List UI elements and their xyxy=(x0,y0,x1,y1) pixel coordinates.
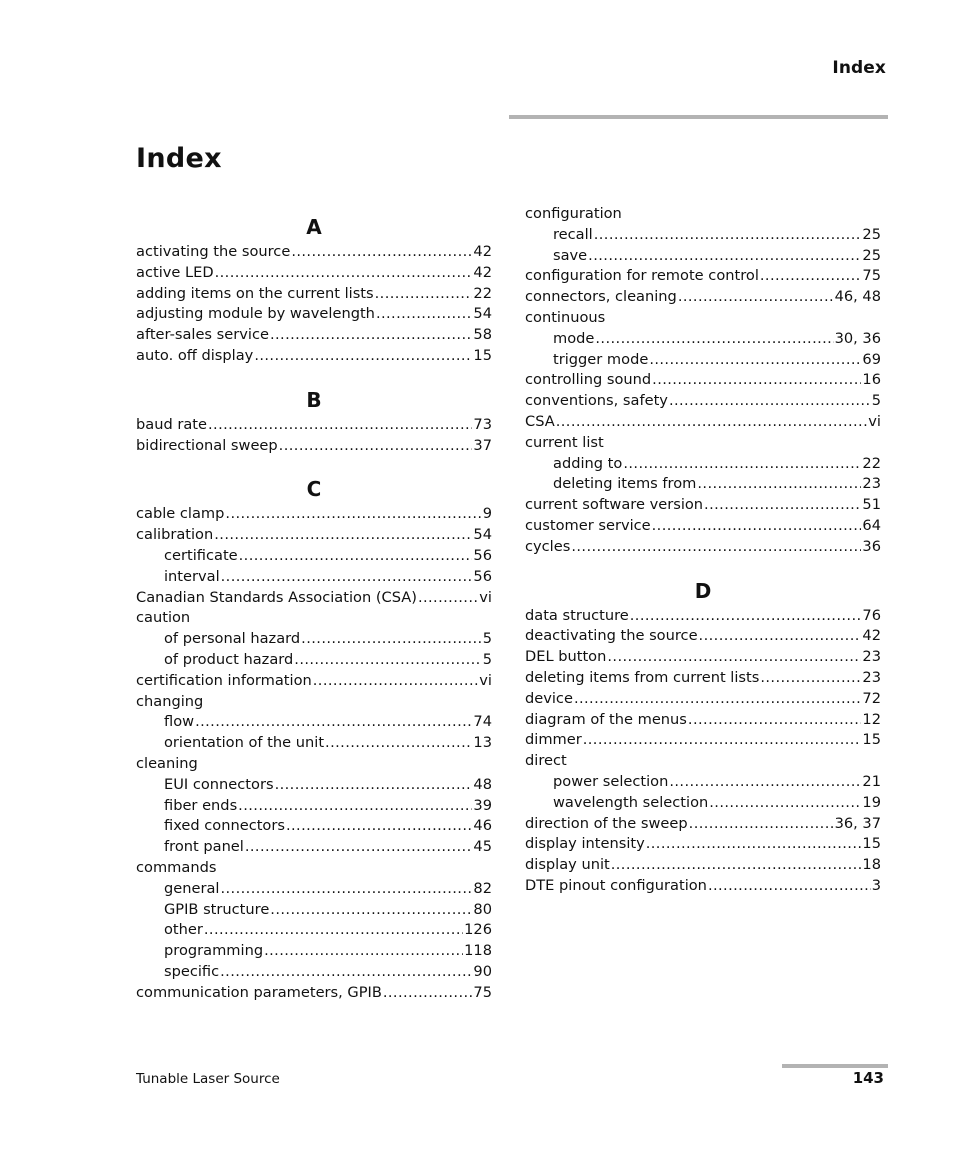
index-entry xyxy=(136,263,492,284)
index-entry xyxy=(136,671,492,692)
index-subentry xyxy=(136,920,492,941)
index-page-reference: 126 xyxy=(464,921,492,939)
index-term: direction of the sweep xyxy=(525,814,688,832)
index-entry xyxy=(525,287,881,308)
index-term: GPIB structure xyxy=(164,900,270,918)
index-subentry xyxy=(525,772,881,793)
index-subentry xyxy=(136,837,492,858)
index-entry xyxy=(525,516,881,537)
index-term: dimmer xyxy=(525,731,582,749)
index-term: wavelength selection xyxy=(553,793,709,811)
dot-leader xyxy=(574,689,861,710)
index-term: display unit xyxy=(525,856,610,874)
index-term: current list xyxy=(525,433,604,451)
index-entry xyxy=(136,588,492,609)
index-term: after-sales service xyxy=(136,326,269,344)
index-entry xyxy=(136,504,492,525)
index-page-reference: 82 xyxy=(473,879,492,897)
index-entry xyxy=(136,436,492,457)
index-term: diagram of the menus xyxy=(525,710,687,728)
index-term: auto. off display xyxy=(136,346,254,364)
index-subentry xyxy=(525,329,881,350)
index-page-reference: 64 xyxy=(862,516,881,534)
dot-leader xyxy=(571,537,861,558)
index-page-reference: vi xyxy=(479,588,492,606)
dot-leader xyxy=(669,391,871,412)
index-term: cable clamp xyxy=(136,505,225,523)
header-rule xyxy=(509,115,888,119)
dot-leader xyxy=(195,712,472,733)
index-term: DTE pinout configuration xyxy=(525,876,707,894)
dot-leader xyxy=(418,588,478,609)
index-entry xyxy=(136,525,492,546)
index-column-right xyxy=(525,204,881,897)
index-page-reference: 46, 48 xyxy=(834,288,881,306)
index-entry xyxy=(525,412,881,433)
index-entry xyxy=(136,983,492,1004)
dot-leader xyxy=(652,516,862,537)
dot-leader xyxy=(709,793,861,814)
dot-leader xyxy=(254,346,472,367)
dot-leader xyxy=(208,415,472,436)
index-term: adding items on the current lists xyxy=(136,284,374,302)
index-subentry xyxy=(525,246,881,267)
index-letter-heading: A xyxy=(306,215,322,239)
index-letter-heading: D xyxy=(694,578,712,603)
index-subentry xyxy=(136,816,492,837)
index-term: active LED xyxy=(136,263,214,281)
index-term: Canadian Standards Association (CSA) xyxy=(136,588,417,606)
index-entry xyxy=(525,495,881,516)
index-page-reference: 42 xyxy=(473,263,492,281)
dot-leader xyxy=(630,606,862,627)
index-page-reference: 90 xyxy=(473,962,492,980)
index-page-reference: 74 xyxy=(473,713,492,731)
dot-leader xyxy=(708,876,871,897)
index-page-reference: 22 xyxy=(862,454,881,472)
index-term: DEL button xyxy=(525,648,607,666)
dot-leader xyxy=(301,629,482,650)
index-page-reference: 36, 37 xyxy=(834,814,881,832)
index-term: current software version xyxy=(525,496,704,514)
index-page-reference: 16 xyxy=(862,371,881,389)
dot-leader xyxy=(623,454,861,475)
index-entry xyxy=(136,858,492,879)
index-page-reference: 19 xyxy=(862,793,881,811)
index-term: communication parameters, GPIB xyxy=(136,983,382,1001)
index-subentry xyxy=(136,567,492,588)
index-subentry xyxy=(136,962,492,983)
index-entry xyxy=(525,433,881,454)
index-term: orientation of the unit xyxy=(164,734,325,752)
index-entry xyxy=(525,730,881,751)
index-subentry xyxy=(525,225,881,246)
index-subentry xyxy=(136,546,492,567)
index-page-reference: 73 xyxy=(473,415,492,433)
index-term: fixed connectors xyxy=(164,817,285,835)
dot-leader xyxy=(239,546,473,567)
index-term: conventions, safety xyxy=(525,392,668,410)
index-page-reference: 54 xyxy=(473,305,492,323)
index-page-reference: 39 xyxy=(473,796,492,814)
index-page-reference: 15 xyxy=(862,731,881,749)
index-subentry xyxy=(136,650,492,671)
index-page-reference: 72 xyxy=(862,689,881,707)
index-entry xyxy=(525,751,881,772)
index-page-reference: 25 xyxy=(862,225,881,243)
dot-leader xyxy=(245,837,473,858)
index-page-reference: 76 xyxy=(862,606,881,624)
index-page-reference: 3 xyxy=(871,876,881,894)
index-term: trigger mode xyxy=(553,350,649,368)
index-page-reference: 23 xyxy=(862,668,881,686)
index-term: mode xyxy=(553,329,595,347)
index-term: deleting items from xyxy=(553,475,697,493)
dot-leader xyxy=(678,287,834,308)
index-entry xyxy=(525,308,881,329)
index-term: of personal hazard xyxy=(164,630,301,648)
dot-leader xyxy=(699,626,862,647)
index-term: recall xyxy=(553,225,593,243)
index-term: activating the source xyxy=(136,243,291,260)
index-entry xyxy=(525,876,881,897)
index-entry xyxy=(525,391,881,412)
dot-leader xyxy=(286,816,472,837)
index-term: connectors, cleaning xyxy=(525,288,677,306)
dot-leader xyxy=(264,941,463,962)
dot-leader xyxy=(607,647,861,668)
index-entry xyxy=(525,855,881,876)
index-term: baud rate xyxy=(136,415,208,433)
index-page-reference: 18 xyxy=(862,856,881,874)
running-head-title: Index xyxy=(832,58,886,78)
index-term: continuous xyxy=(525,308,606,326)
page-title: Index xyxy=(136,143,222,174)
index-letter-heading: B xyxy=(306,387,322,412)
index-page-reference: 56 xyxy=(473,546,492,564)
index-term: specific xyxy=(164,962,220,980)
dot-leader xyxy=(291,242,472,263)
dot-leader xyxy=(611,855,862,876)
index-term: adjusting module by wavelength xyxy=(136,305,375,323)
dot-leader xyxy=(270,900,472,921)
index-page-reference: 13 xyxy=(473,734,492,752)
dot-leader xyxy=(204,920,463,941)
index-page-reference: vi xyxy=(868,412,881,430)
dot-leader xyxy=(556,412,868,433)
dot-leader xyxy=(688,710,862,731)
index-term: direct xyxy=(525,752,567,770)
index-entry xyxy=(525,626,881,647)
page-number: 143 xyxy=(852,1069,884,1087)
index-page-reference: 48 xyxy=(473,775,492,793)
index-entry xyxy=(136,325,492,346)
index-entry xyxy=(525,710,881,731)
index-page-reference: 58 xyxy=(473,326,492,344)
dot-leader xyxy=(760,668,861,689)
index-term: caution xyxy=(136,609,191,627)
index-page-reference: 30, 36 xyxy=(834,329,881,347)
index-term: configuration for remote control xyxy=(525,267,759,285)
index-term: fiber ends xyxy=(164,796,238,814)
index-term: front panel xyxy=(164,838,244,856)
index-entry xyxy=(525,606,881,627)
index-entry xyxy=(525,204,881,225)
dot-leader xyxy=(275,775,473,796)
index-entry xyxy=(525,834,881,855)
section-gap xyxy=(525,558,881,576)
index-page-reference: 25 xyxy=(862,246,881,264)
index-page-reference: 69 xyxy=(862,350,881,368)
index-page-reference: 12 xyxy=(862,710,881,728)
index-page-reference: 36 xyxy=(862,537,881,555)
index-subentry xyxy=(136,775,492,796)
index-term: configuration xyxy=(525,205,622,222)
dot-leader xyxy=(594,225,862,246)
index-term: calibration xyxy=(136,526,214,544)
index-subentry xyxy=(525,350,881,371)
index-subentry xyxy=(136,900,492,921)
index-page-reference: 46 xyxy=(473,817,492,835)
index-term: power selection xyxy=(553,772,669,790)
index-subentry xyxy=(136,941,492,962)
index-page-reference: 23 xyxy=(862,648,881,666)
dot-leader xyxy=(646,834,862,855)
index-term: device xyxy=(525,689,573,707)
index-page-reference: 80 xyxy=(473,900,492,918)
index-term: changing xyxy=(136,692,204,710)
dot-leader xyxy=(313,671,479,692)
dot-leader xyxy=(238,796,472,817)
index-subentry xyxy=(525,474,881,495)
dot-leader xyxy=(215,263,473,284)
dot-leader xyxy=(220,879,472,900)
index-term: adding to xyxy=(553,454,623,472)
dot-leader xyxy=(221,567,473,588)
dot-leader xyxy=(375,284,473,305)
index-page-reference: 75 xyxy=(473,983,492,1001)
index-term: deactivating the source xyxy=(525,627,698,645)
section-gap xyxy=(136,456,492,474)
index-term: CSA xyxy=(525,412,555,430)
index-page-reference: 56 xyxy=(473,567,492,585)
dot-leader xyxy=(652,370,861,391)
dot-leader xyxy=(649,350,861,371)
index-term: data structure xyxy=(525,606,629,624)
dot-leader xyxy=(294,650,481,671)
index-entry xyxy=(136,346,492,367)
dot-leader xyxy=(595,329,833,350)
index-term: cleaning xyxy=(136,754,198,772)
dot-leader xyxy=(697,474,861,495)
index-page-reference: vi xyxy=(479,671,492,689)
index-column-left xyxy=(136,212,492,1004)
dot-leader xyxy=(669,772,861,793)
index-page-reference: 5 xyxy=(482,650,492,668)
index-entry xyxy=(525,537,881,558)
index-term: general xyxy=(164,879,220,897)
index-term: other xyxy=(164,921,203,939)
dot-leader xyxy=(325,733,472,754)
index-entry xyxy=(136,415,492,436)
index-subentry xyxy=(525,454,881,475)
index-page-reference: 22 xyxy=(473,284,492,302)
dot-leader xyxy=(689,814,834,835)
index-page-reference: 54 xyxy=(473,526,492,544)
index-entry xyxy=(525,266,881,287)
index-entry xyxy=(136,608,492,629)
index-term: cycles xyxy=(525,537,571,555)
index-term: interval xyxy=(164,567,220,585)
index-page-reference: 51 xyxy=(862,496,881,514)
index-entry xyxy=(136,304,492,325)
index-term: display intensity xyxy=(525,835,645,853)
index-entry xyxy=(136,754,492,775)
index-subentry xyxy=(525,793,881,814)
index-term: commands xyxy=(136,858,217,876)
index-entry xyxy=(136,692,492,713)
index-term: certificate xyxy=(164,546,238,564)
dot-leader xyxy=(704,495,861,516)
index-page-reference: 9 xyxy=(482,505,492,523)
index-page-reference: 15 xyxy=(862,835,881,853)
index-entry xyxy=(525,668,881,689)
index-entry xyxy=(525,814,881,835)
index-page-reference: 45 xyxy=(473,838,492,856)
index-letter-heading: C xyxy=(306,477,322,502)
index-term: bidirectional sweep xyxy=(136,436,278,454)
dot-leader xyxy=(383,983,473,1004)
index-page-reference: 5 xyxy=(482,630,492,648)
index-page-reference: 42 xyxy=(473,243,492,260)
index-subentry xyxy=(136,733,492,754)
index-entry xyxy=(525,370,881,391)
index-term: programming xyxy=(164,942,264,960)
dot-leader xyxy=(270,325,472,346)
index-page-reference: 23 xyxy=(862,475,881,493)
index-term: EUI connectors xyxy=(164,775,274,793)
dot-leader xyxy=(225,504,481,525)
index-term: controlling sound xyxy=(525,371,652,389)
index-term: of product hazard xyxy=(164,650,294,668)
index-term: flow xyxy=(164,713,195,731)
index-page-reference: 75 xyxy=(862,267,881,285)
index-page-reference: 15 xyxy=(473,346,492,364)
dot-leader xyxy=(214,525,472,546)
index-entry xyxy=(136,284,492,305)
footer-rule xyxy=(782,1064,888,1068)
index-subentry xyxy=(136,796,492,817)
dot-leader xyxy=(220,962,472,983)
index-term: deleting items from current lists xyxy=(525,668,760,686)
dot-leader xyxy=(583,730,862,751)
index-subentry xyxy=(136,879,492,900)
dot-leader xyxy=(279,436,473,457)
index-page-reference: 42 xyxy=(862,627,881,645)
index-entry xyxy=(136,242,492,263)
index-term: customer service xyxy=(525,516,651,534)
index-subentry xyxy=(136,629,492,650)
footer-product-name: Tunable Laser Source xyxy=(136,1071,280,1087)
index-page-reference: 37 xyxy=(473,436,492,454)
index-subentry xyxy=(136,712,492,733)
dot-leader xyxy=(376,304,472,325)
index-entry xyxy=(525,689,881,710)
index-entry xyxy=(525,647,881,668)
dot-leader xyxy=(588,246,861,267)
index-page-reference: 118 xyxy=(464,942,492,960)
index-term: certification information xyxy=(136,671,312,689)
index-page-reference: 21 xyxy=(862,772,881,790)
index-term: save xyxy=(553,246,588,264)
dot-leader xyxy=(760,266,862,287)
index-page-reference: 5 xyxy=(871,392,881,410)
section-gap xyxy=(136,367,492,385)
